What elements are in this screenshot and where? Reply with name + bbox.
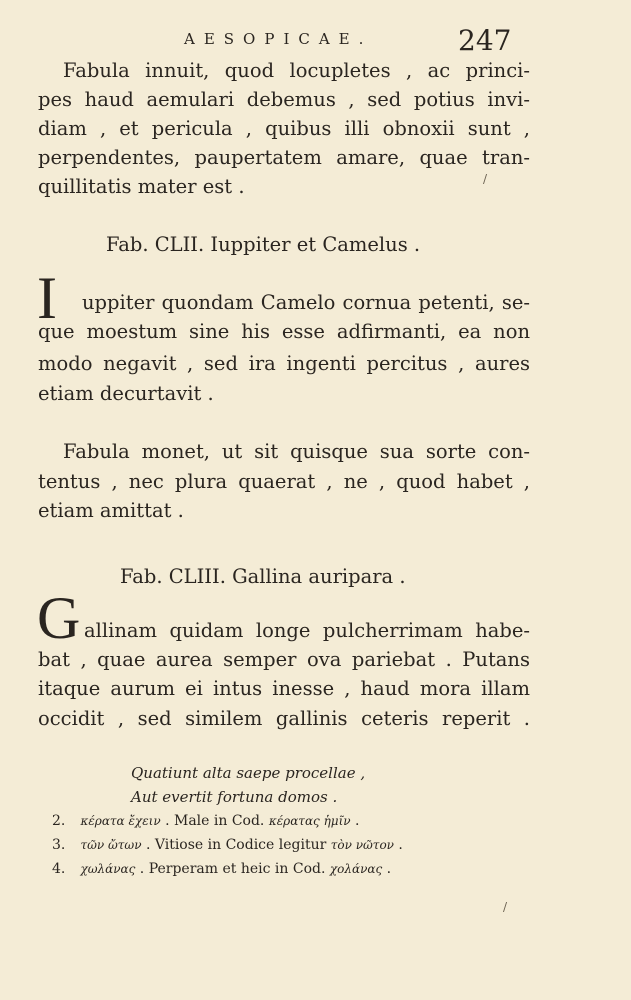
fable-153-line: itaque aurum ei intus inesse , haud mora illam	[38, 677, 530, 700]
footnote-greek-variant: τὸν νῶτον	[330, 838, 394, 852]
fable-153-dropcap: G	[37, 585, 81, 651]
footnote-greek-variant: χολάνας	[329, 862, 383, 876]
moral-151-line: pes haud aemulari debemus , sed potius invi-	[38, 88, 530, 111]
stray-mark: /	[483, 172, 488, 186]
footnote-text: . Perperam et heic in Cod.	[139, 861, 326, 877]
footnote-number: 4.	[52, 861, 66, 877]
footnote-text: . Vitiose in Codice legitur	[145, 837, 327, 853]
moral-151-line: diam , et pericula , quibus illi obnoxii sunt ,	[38, 117, 530, 140]
moral-151-line: Fabula innuit, quod locupletes , ac princi-	[63, 59, 530, 82]
page-number: 247	[458, 24, 512, 57]
fable-153-title: Fab. CLIII. Gallina auripara .	[120, 565, 406, 588]
moral-151-line: perpendentes, paupertatem amare, quae tran-	[38, 146, 530, 169]
fable-152-dropcap: I	[37, 265, 57, 331]
footnote	[52, 861, 391, 877]
footnote	[52, 837, 403, 853]
footnote-text: . Male in Cod.	[165, 813, 265, 829]
footnote	[52, 813, 359, 829]
fable-152-moral-line: tentus , nec plura quaerat , ne , quod habet ,	[38, 470, 530, 493]
footnote-greek-variant: κέρατας ἡμῖν	[268, 814, 351, 828]
running-head: AESOPICAE.	[184, 30, 373, 48]
fable-152-moral-line: etiam amittat .	[38, 499, 184, 522]
moral-151-line: quillitatis mater est .	[38, 175, 245, 198]
footnote-greek: χωλάνας	[80, 862, 136, 876]
fable-152-line: que moestum sine his esse adfirmanti, ea non	[38, 320, 530, 343]
fable-153-line: occidit , sed similem gallinis ceteris reperit .	[38, 707, 530, 730]
fable-152-title: Fab. CLII. Iuppiter et Camelus .	[106, 233, 421, 256]
fable-153-line: allinam quidam longe pulcherrimam habe-	[84, 619, 530, 642]
footnote-end: .	[386, 861, 392, 877]
footnote-end: .	[398, 837, 403, 853]
fable-152-line: modo negavit , sed ira ingenti percitus , aures	[38, 352, 530, 375]
footnote-greek: κέρατα ἔχειν	[80, 814, 161, 828]
footnote-number: 3.	[52, 837, 66, 853]
verse-line: Aut evertit fortuna domos .	[131, 788, 338, 806]
footnote-end: .	[355, 813, 360, 829]
verse-line: Quatiunt alta saepe procellae ,	[131, 764, 366, 782]
fable-152-line: etiam decurtavit .	[38, 382, 214, 405]
fable-153-line: bat , quae aurea semper ova pariebat . Putans	[38, 648, 530, 671]
footnote-greek: τῶν ὤτων	[80, 838, 142, 852]
fable-152-line: uppiter quondam Camelo cornua petenti, se-	[82, 291, 530, 314]
stray-mark: /	[503, 900, 508, 914]
fable-152-moral-line: Fabula monet, ut sit quisque sua sorte con-	[63, 440, 530, 463]
footnote-number: 2.	[52, 813, 66, 829]
